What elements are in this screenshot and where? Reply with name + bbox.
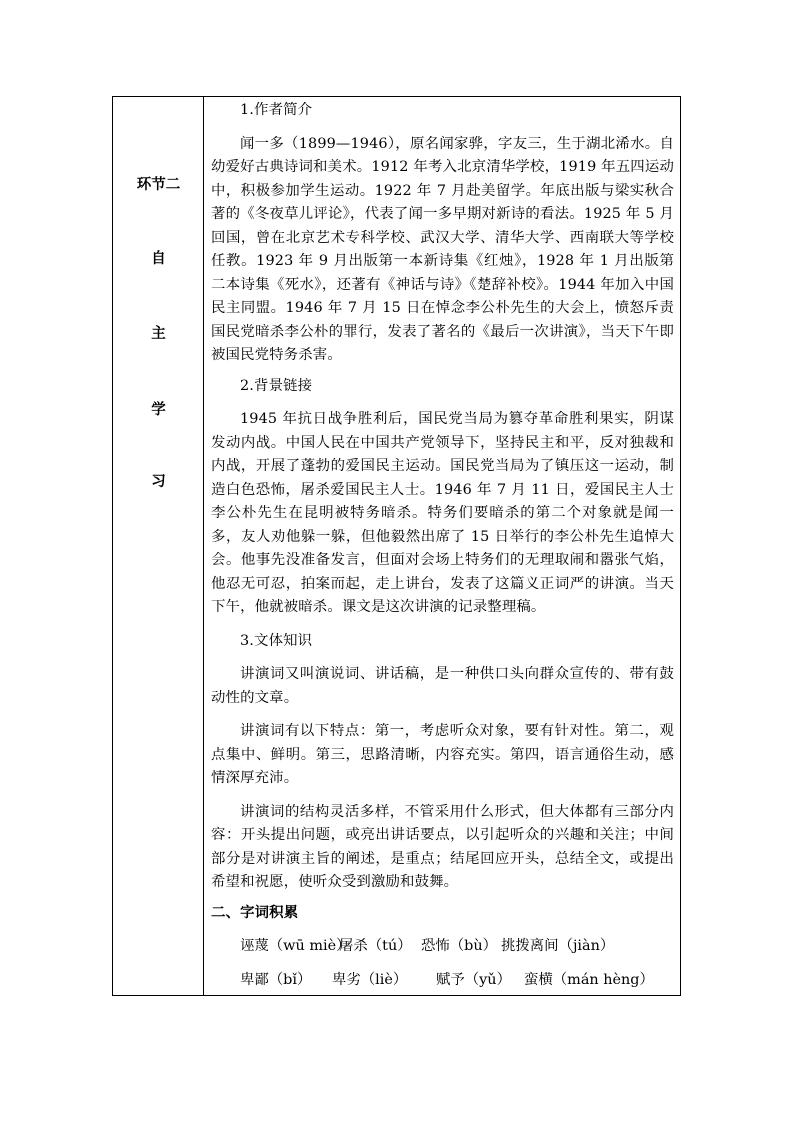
genre-paragraph-1: 讲演词又叫演说词、讲话稿，是一种供口头向群众宣传的、带有鼓动性的文章。 — [211, 666, 674, 706]
vocabulary-row-2 — [211, 969, 674, 993]
section-label-line1: 环节二 — [136, 177, 181, 193]
author-heading: 1.作者简介 — [240, 102, 313, 118]
section-label-line4: 学 — [151, 402, 166, 418]
background-paragraph: 1945 年抗日战争胜利后，国民党当局为篡夺革命胜利果实，阴谋发动内战。中国人民在中国共产党领导下，坚持民主和平，反对独裁和内战，开展了蓬勃的爱国民主运动。国民党当局为了镇压这一运动，制造白色恐怖，屠杀爱国民主人士。1946 年 7 月 11 日，爱国民主人士李公朴先生在昆明被特务暗杀。特务们要暗杀的第二个对象就是闻一多，友人劝他躲一躲，但他毅然出席了 15 日举行的李公朴先生追悼大会。他事先没准备发言，但面对会场上特务们的无理取闹和嚣张气焰，他忍无可忍，拍案而起，走上讲台，发表了这篇义正词严的讲演。当天下午，他就被暗杀。课文是这次讲演的记录整理稿。 — [211, 411, 674, 615]
content-table — [112, 96, 681, 996]
vocab-item: 恐怖（bù） — [421, 938, 498, 954]
section-label-cell — [113, 97, 204, 995]
vocab-item: 卑鄙（bǐ） — [240, 971, 312, 988]
vocab-item: 赋予（yǔ） — [436, 971, 511, 988]
section-label-line5: 习 — [151, 474, 166, 490]
background-heading: 2.背景链接 — [240, 377, 313, 394]
genre-paragraph-3: 讲演词的结构灵活多样，不管采用什么形式，但大体都有三部分内容：开头提出问题，或亮出讲话要点，以引起听众的兴趣和关注；中间部分是对讲演主旨的阐述，是重点；结尾回应开头，总结全文，或提出希望和祝愿，使听众受到激励和鼓舞。 — [211, 803, 674, 890]
genre-heading: 3.文体知识 — [240, 632, 313, 649]
vocab-item: 屠杀（tú） — [339, 938, 412, 954]
content-cell — [204, 97, 680, 995]
vocab-item: 蛮横（mán hèng） — [524, 971, 654, 988]
vocabulary-row-1 — [211, 935, 674, 959]
vocab-item: 挑拨离间（jiàn） — [501, 938, 615, 954]
section-label-line2: 自 — [151, 251, 166, 267]
section-label-line3: 主 — [151, 326, 166, 342]
author-paragraph: 闻一多（1899—1946），原名闻家骅，字友三，生于湖北浠水。自幼爱好古典诗词和美术。1912 年考入北京清华学校，1919 年五四运动中，积极参加学生运动。1922 年 7 月赴美留学。年底出版与梁实秋合著的《冬夜草儿评论》，代表了闻一多早期对新诗的看法。1925 年 5 月回国，曾在北京艺术专科学校、武汉大学、清华大学、西南联大等学校任教。1923 年 9 月出版第一本新诗集《红烛》，1928 年 1 月出版第二本诗集《死水》，还著有《神话与诗》《楚辞补校》。1944 年加入中国民主同盟。1946 年 7 月 15 日在悼念李公朴先生的大会上，愤怒斥责国民党暗杀李公朴的罪行，发表了著名的《最后一次讲演》，当天下午即被国民党特务杀害。 — [211, 135, 674, 363]
vocab-item: 诬蔑（wū miè） — [240, 938, 351, 954]
genre-paragraph-2: 讲演词有以下特点：第一，考虑听众对象，要有针对性。第二，观点集中、鲜明。第三，思路清晰，内容充实。第四，语言通俗生动，感情深厚充沛。 — [211, 723, 674, 786]
vocab-item: 卑劣（liè） — [332, 971, 408, 988]
vocabulary-title: 二、字词积累 — [211, 904, 299, 921]
